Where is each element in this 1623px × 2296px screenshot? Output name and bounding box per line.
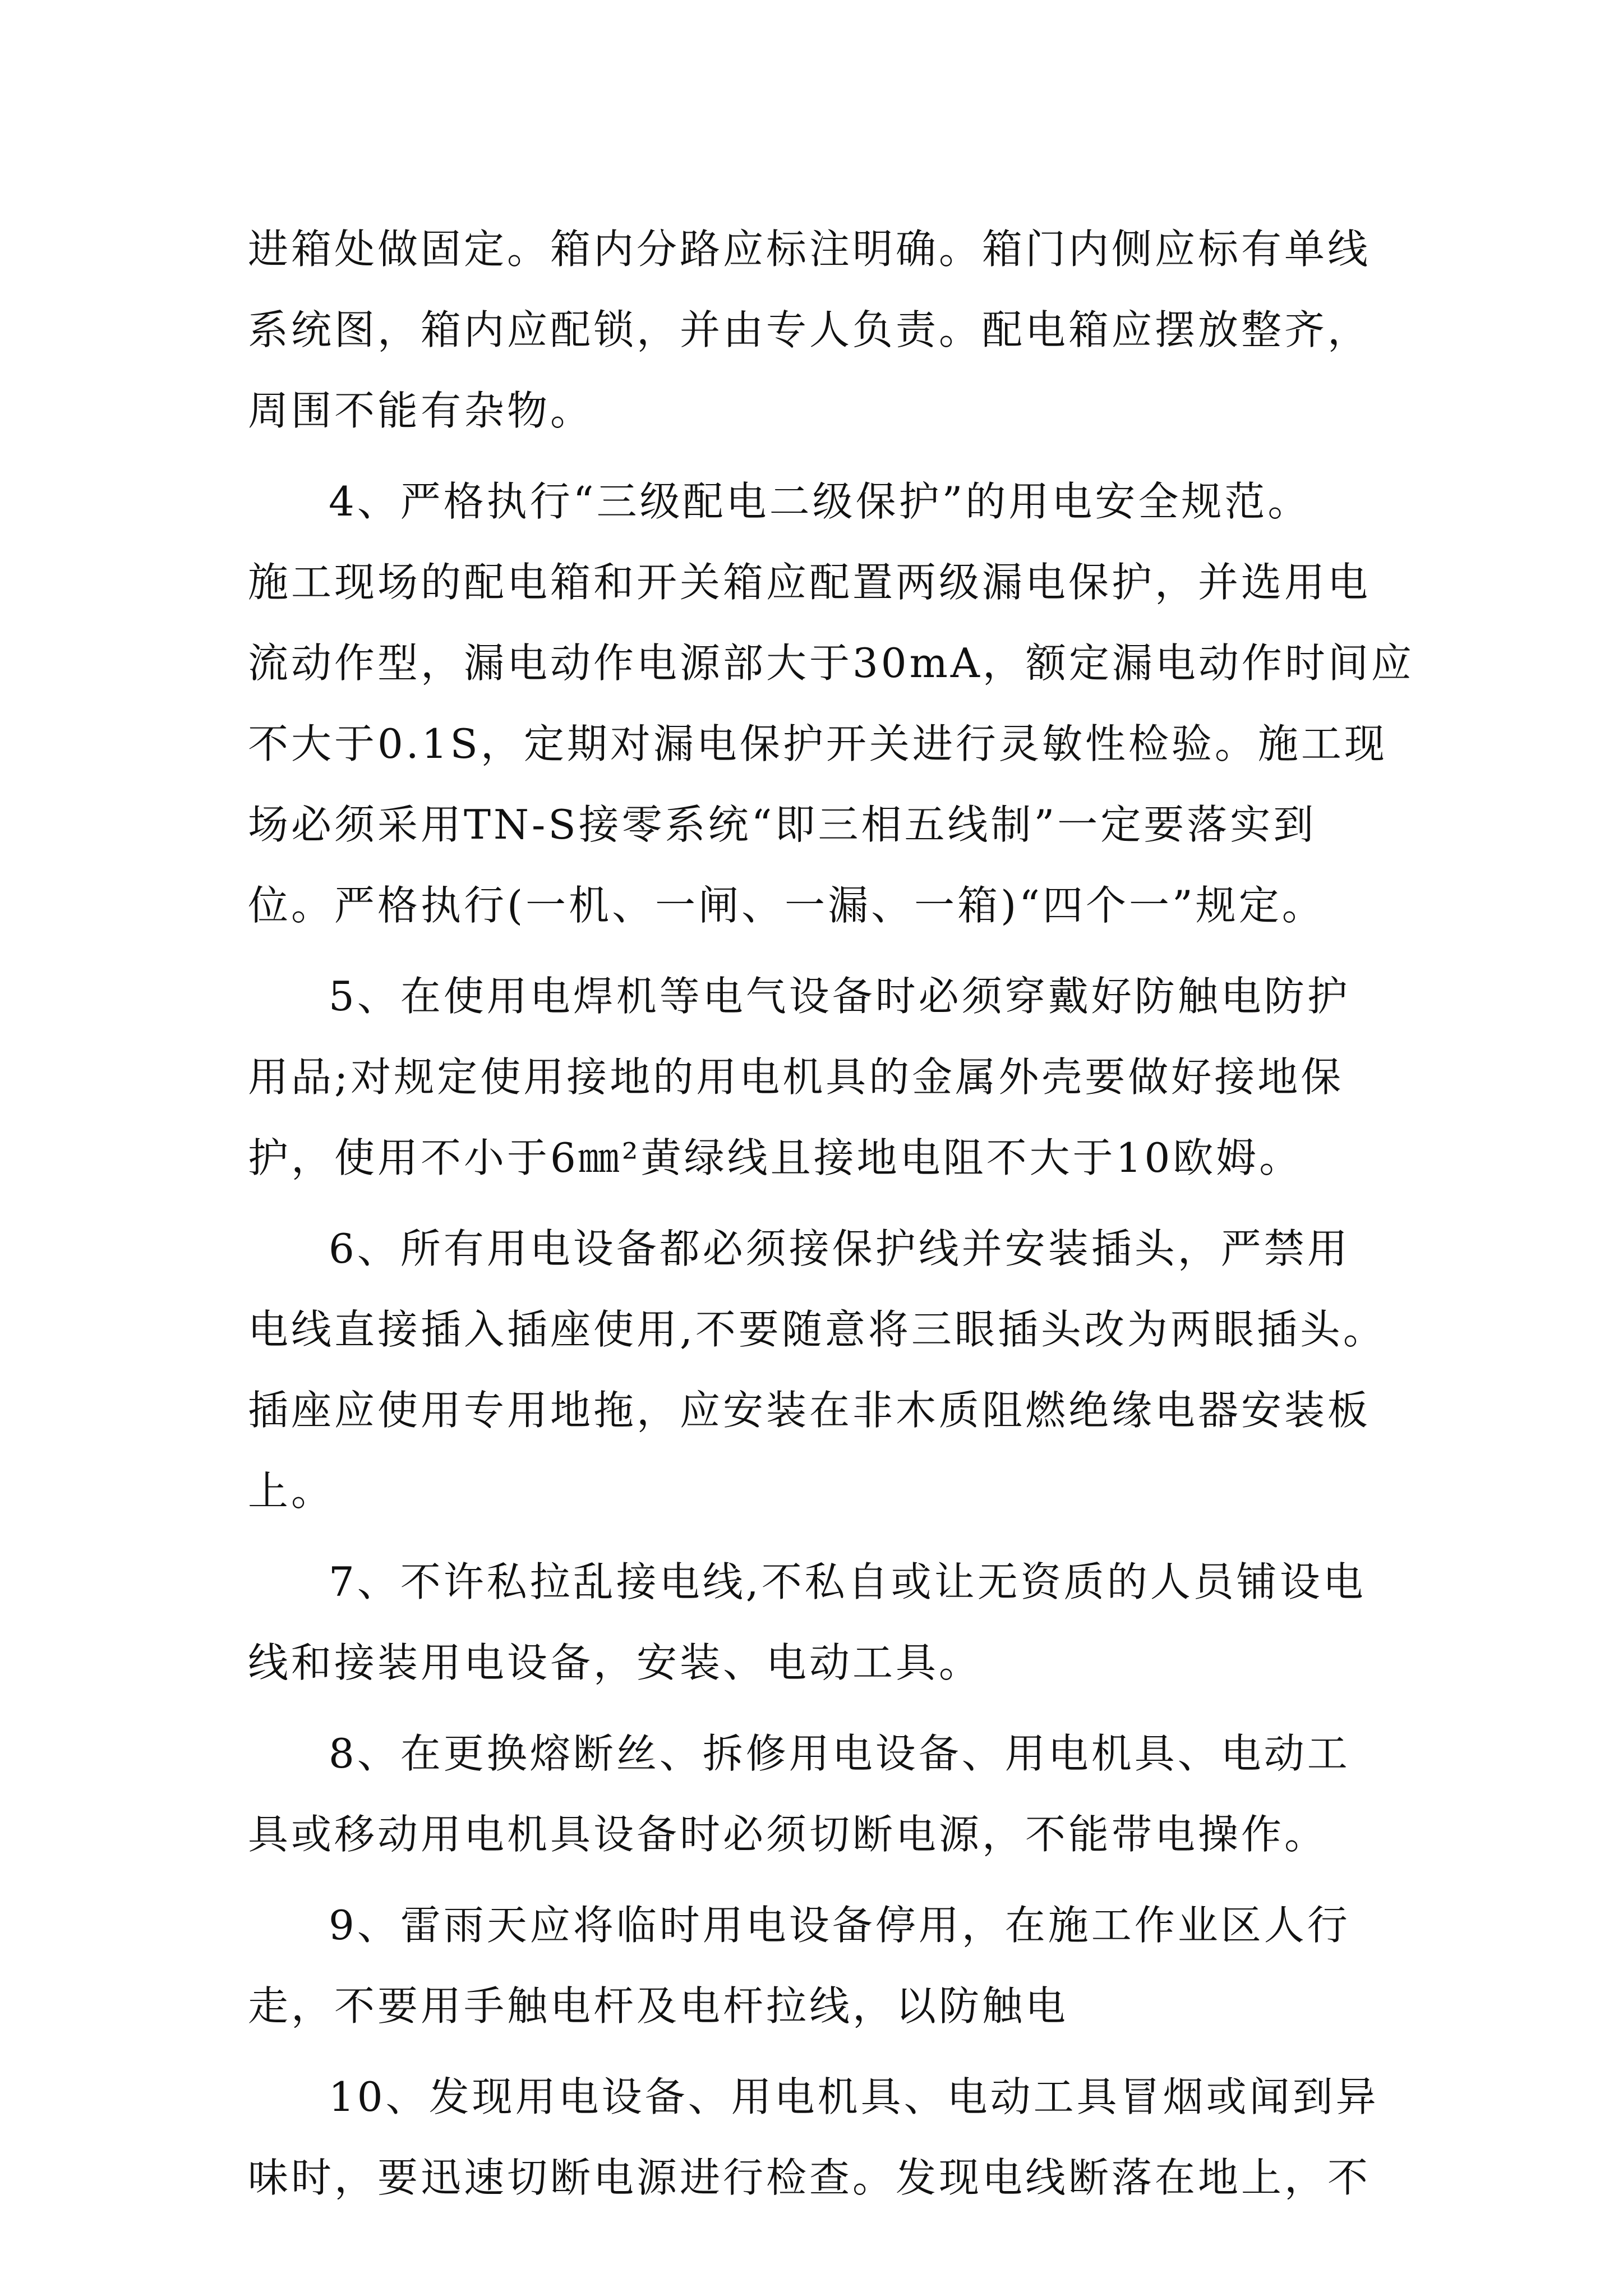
text-line: 用品;对规定使用接地的用电机具的金属外壳要做好接地保: [248, 1053, 1344, 1101]
text-line: 线和接装用电设备，安装、电动工具。: [248, 1639, 983, 1686]
paragraph-4-first-line: 4、严格执行“三级配电二级保护”的用电安全规范。: [329, 478, 1311, 525]
document-body: [248, 209, 1414, 2218]
paragraph-7-first-line: 7、不许私拉乱接电线,不私自或让无资质的人员铺设电: [329, 1558, 1366, 1605]
text-line: 插座应使用专用地拖，应安装在非木质阻燃绝缘电器安装板: [248, 1387, 1371, 1434]
text-line: 走，不要用手触电杆及电杆拉线，以防触电: [248, 1982, 1069, 2030]
text-line: 流动作型，漏电动作电源部大于30mA，额定漏电动作时间应: [248, 639, 1414, 687]
paragraph-9-first-line: 9、雷雨天应将临时用电设备停用，在施工作业区人行: [329, 1902, 1350, 1949]
paragraph-10-first-line: 10、发现用电设备、用电机具、电动工具冒烟或闻到异: [329, 2073, 1379, 2120]
text-line: 上。: [248, 1467, 335, 1515]
paragraph-6-first-line: 6、所有用电设备都必须接保护线并安装插头，严禁用: [329, 1225, 1350, 1272]
text-line: 施工现场的配电箱和开关箱应配置两级漏电保护，并选用电: [248, 559, 1371, 606]
text-line: 进箱处做固定。箱内分路应标注明确。箱门内侧应标有单线: [248, 226, 1371, 273]
text-line: 位。严格执行(一机、一闸、一漏、一箱)“四个一”规定。: [248, 882, 1325, 929]
text-line: 护，使用不小于6㎜²黄绿线且接地电阻不大于10欧姆。: [248, 1134, 1303, 1181]
text-line: 周围不能有杂物。: [248, 387, 594, 434]
text-line: 系统图，箱内应配锁，并由专人负责。配电箱应摆放整齐，: [248, 306, 1371, 353]
text-line: 具或移动用电机具设备时必须切断电源，不能带电操作。: [248, 1811, 1328, 1858]
text-line: 电线直接插入插座使用,不要随意将三眼插头改为两眼插头。: [248, 1306, 1386, 1353]
text-line: 场必须采用TN-S接零系统“即三相五线制”一定要落实到: [248, 801, 1317, 848]
paragraph-5-first-line: 5、在使用电焊机等电气设备时必须穿戴好防触电防护: [329, 973, 1350, 1020]
paragraph-8-first-line: 8、在更换熔断丝、拆修用电设备、用电机具、电动工: [329, 1730, 1350, 1777]
text-line: 味时，要迅速切断电源进行检查。发现电线断落在地上，不: [248, 2154, 1371, 2201]
text-line: 不大于0.1S，定期对漏电保护开关进行灵敏性检验。施工现: [248, 720, 1387, 767]
